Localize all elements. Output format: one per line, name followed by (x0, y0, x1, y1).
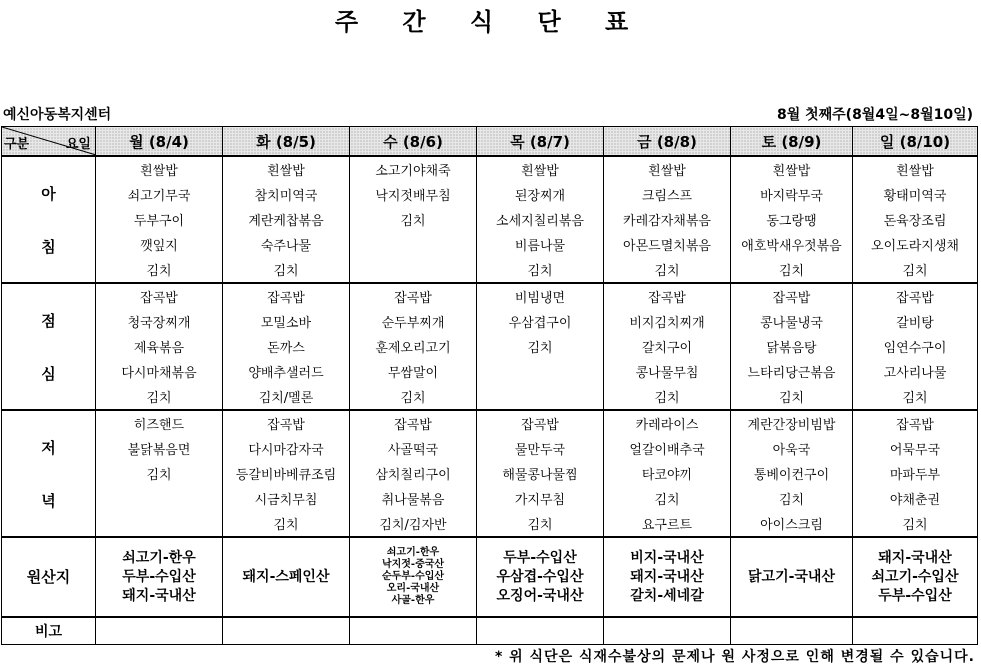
menu-item: 동그랑땡 (731, 207, 853, 232)
menu-table (1, 126, 978, 645)
menu-item: 김치 (477, 257, 604, 283)
lunch-block (2, 283, 978, 410)
origin-cell (853, 537, 978, 617)
origin-line: 두부-수입산 (122, 568, 196, 585)
menu-item (477, 359, 604, 384)
menu-item: 오이도라지생채 (853, 232, 978, 257)
day-header: 토 (8/9) (731, 127, 853, 157)
menu-item: 얼갈이배추국 (604, 436, 731, 461)
menu-item: 비빔냉면 (477, 283, 604, 309)
menu-item: 제육볶음 (96, 334, 223, 359)
note-cell (731, 617, 853, 645)
menu-item (96, 486, 223, 511)
origin-cell (96, 537, 223, 617)
menu-item: 두부구이 (96, 207, 223, 232)
menu-item: 낙지젓배무침 (350, 182, 477, 207)
menu-item: 느타리당근볶음 (731, 359, 853, 384)
menu-item: 잡곡밥 (223, 410, 350, 436)
menu-item: 흰쌀밥 (477, 156, 604, 182)
menu-item: 흰쌀밥 (604, 156, 731, 182)
menu-item: 삼치칠리구이 (350, 461, 477, 486)
origin-line: 오리-국내산 (386, 583, 440, 594)
menu-item: 김치 (350, 384, 477, 410)
menu-item: 김치 (604, 384, 731, 410)
menu-item: 콩나물무침 (604, 359, 731, 384)
menu-item: 소세지칠리볶음 (477, 207, 604, 232)
menu-item: 마파두부 (853, 461, 978, 486)
origin-line: 오징어-국내산 (496, 587, 584, 604)
menu-item: 김치 (731, 486, 853, 511)
menu-item: 김치 (477, 334, 604, 359)
menu-item: 바지락무국 (731, 182, 853, 207)
menu-item (477, 384, 604, 410)
menu-item: 요구르트 (604, 511, 731, 537)
menu-item: 황태미역국 (853, 182, 978, 207)
menu-item: 콩나물냉국 (731, 309, 853, 334)
note-cell (350, 617, 477, 645)
day-header: 금 (8/8) (604, 127, 731, 157)
menu-item: 다시마감자국 (223, 436, 350, 461)
menu-item: 비지김치찌개 (604, 309, 731, 334)
menu-item: 카레감자채볶음 (604, 207, 731, 232)
note-row (2, 617, 978, 645)
origin-line: 사골-한우 (391, 595, 435, 606)
origin-line: 쇠고기-한우 (386, 547, 440, 558)
origin-line: 돼지-국내산 (630, 568, 704, 585)
meal-label-bottom: 녁 (41, 491, 56, 510)
menu-item: 돈까스 (223, 334, 350, 359)
origin-line: 비지-국내산 (630, 549, 704, 566)
menu-item: 김치 (853, 511, 978, 537)
origin-cell (223, 537, 350, 617)
note-cell (477, 617, 604, 645)
menu-item: 김치/멜론 (223, 384, 350, 410)
origin-line: 돼지-국내산 (878, 549, 952, 566)
menu-item: 잡곡밥 (350, 410, 477, 436)
origin-cell (604, 537, 731, 617)
origin-line: 낙지젓-중국산 (381, 559, 445, 570)
header-row (2, 127, 978, 157)
note-label: 비고 (2, 617, 96, 645)
menu-row (2, 436, 978, 461)
menu-item: 참치미역국 (223, 182, 350, 207)
note-cell (223, 617, 350, 645)
menu-row (2, 461, 978, 486)
menu-item: 모밀소바 (223, 309, 350, 334)
menu-item: 김치 (604, 257, 731, 283)
menu-row (2, 410, 978, 436)
menu-item: 아몬드멸치볶음 (604, 232, 731, 257)
corner-gu: 구분 (4, 137, 30, 152)
origin-line: 갈치-세네갈 (630, 587, 704, 604)
menu-item: 갈비탕 (853, 309, 978, 334)
meal-label-bottom: 심 (41, 364, 56, 383)
menu-item: 김치 (731, 384, 853, 410)
meal-label (2, 283, 96, 410)
menu-item: 김치 (853, 257, 978, 283)
origin-line: 두부-수입산 (503, 549, 577, 566)
menu-item: 다시마채볶음 (96, 359, 223, 384)
menu-item: 김치 (731, 257, 853, 283)
corner-cell (2, 127, 96, 157)
menu-item: 타코야끼 (604, 461, 731, 486)
origin-cell (731, 537, 853, 617)
meal-label (2, 156, 96, 283)
menu-row (2, 486, 978, 511)
menu-item: 잡곡밥 (350, 283, 477, 309)
menu-item: 통베이컨구이 (731, 461, 853, 486)
menu-item: 닭볶음탕 (731, 334, 853, 359)
menu-item: 김치 (96, 384, 223, 410)
menu-item: 사골떡국 (350, 436, 477, 461)
origin-line: 닭고기-국내산 (748, 568, 835, 585)
menu-item: 잡곡밥 (477, 410, 604, 436)
menu-row (2, 283, 978, 309)
meal-label-top: 아 (41, 184, 56, 203)
origin-cell (350, 537, 477, 617)
day-header: 화 (8/5) (223, 127, 350, 157)
menu-item (96, 511, 223, 537)
meal-label-top: 저 (41, 438, 56, 457)
corner-yoil: 요일 (65, 137, 91, 152)
day-header: 월 (8/4) (96, 127, 223, 157)
origin-line: 두부-수입산 (878, 587, 952, 604)
menu-item: 흰쌀밥 (731, 156, 853, 182)
footnote: * 위 식단은 식재수불상의 문제나 원 사정으로 인해 변경될 수 있습니다. (494, 649, 975, 665)
menu-item: 깻잎지 (96, 232, 223, 257)
menu-item: 김치 (853, 384, 978, 410)
menu-item: 시금치무침 (223, 486, 350, 511)
origin-line: 쇠고기-수입산 (871, 568, 959, 585)
menu-item: 아이스크림 (731, 511, 853, 537)
menu-item: 물만두국 (477, 436, 604, 461)
menu-item: 김치 (96, 461, 223, 486)
menu-item: 임연수구이 (853, 334, 978, 359)
menu-row (2, 232, 978, 257)
day-header: 수 (8/6) (350, 127, 477, 157)
dinner-block (2, 410, 978, 537)
origin-cell (477, 537, 604, 617)
menu-row (2, 511, 978, 537)
menu-item: 야채춘권 (853, 486, 978, 511)
menu-row (2, 257, 978, 283)
menu-item: 흰쌀밥 (223, 156, 350, 182)
menu-item: 잡곡밥 (604, 283, 731, 309)
menu-item: 우삼겹구이 (477, 309, 604, 334)
note-cell (96, 617, 223, 645)
menu-item: 흰쌀밥 (96, 156, 223, 182)
menu-item: 고사리나물 (853, 359, 978, 384)
meal-label-top: 점 (41, 311, 56, 330)
menu-item: 숙주나물 (223, 232, 350, 257)
menu-item: 계란케찹볶음 (223, 207, 350, 232)
menu-row (2, 207, 978, 232)
page-title: 주 간 식 단 표 (334, 8, 647, 36)
menu-item: 김치 (223, 511, 350, 537)
menu-item: 김치 (604, 486, 731, 511)
week-label: 8월 첫째주(8월4일~8월10일) (776, 107, 973, 123)
menu-item: 흰쌀밥 (853, 156, 978, 182)
menu-item: 가지무침 (477, 486, 604, 511)
menu-item: 양배추샐러드 (223, 359, 350, 384)
menu-item: 쇠고기무국 (96, 182, 223, 207)
center-name: 예신아동복지센터 (3, 107, 112, 123)
origin-line: 순두부-수입산 (381, 571, 445, 582)
menu-item: 청국장찌개 (96, 309, 223, 334)
menu-item: 김치 (96, 257, 223, 283)
menu-item: 소고기야채죽 (350, 156, 477, 182)
menu-row (2, 359, 978, 384)
day-header: 일 (8/10) (853, 127, 978, 157)
menu-row (2, 334, 978, 359)
menu-item: 잡곡밥 (731, 283, 853, 309)
menu-item: 김치 (223, 257, 350, 283)
menu-item: 갈치구이 (604, 334, 731, 359)
menu-item (350, 232, 477, 257)
day-header: 목 (8/7) (477, 127, 604, 157)
menu-item: 크림스프 (604, 182, 731, 207)
menu-item: 등갈비바베큐조림 (223, 461, 350, 486)
menu-row (2, 182, 978, 207)
menu-item: 순두부찌개 (350, 309, 477, 334)
origin-line: 돼지-스페인산 (242, 568, 330, 585)
menu-item: 어묵무국 (853, 436, 978, 461)
menu-item: 히즈핸드 (96, 410, 223, 436)
menu-item: 비름나물 (477, 232, 604, 257)
menu-row (2, 156, 978, 182)
menu-item: 돈육장조림 (853, 207, 978, 232)
menu-item: 잡곡밥 (223, 283, 350, 309)
menu-row (2, 309, 978, 334)
menu-item: 훈제오리고기 (350, 334, 477, 359)
menu-item: 취나물볶음 (350, 486, 477, 511)
origin-row (2, 537, 978, 617)
breakfast-block (2, 156, 978, 283)
meal-label-bottom: 침 (41, 237, 56, 256)
menu-item: 된장찌개 (477, 182, 604, 207)
menu-item: 김치 (350, 207, 477, 232)
menu-item: 잡곡밥 (96, 283, 223, 309)
menu-item: 잡곡밥 (853, 283, 978, 309)
menu-row (2, 384, 978, 410)
menu-item: 무쌈말이 (350, 359, 477, 384)
origin-line: 우삼겹-수입산 (496, 568, 584, 585)
menu-item: 계란간장비빔밥 (731, 410, 853, 436)
menu-item: 잡곡밥 (853, 410, 978, 436)
menu-item (350, 257, 477, 283)
menu-item: 카레라이스 (604, 410, 731, 436)
note-cell (604, 617, 731, 645)
menu-item: 애호박새우젓볶음 (731, 232, 853, 257)
note-cell (853, 617, 978, 645)
origin-line: 쇠고기-한우 (122, 549, 196, 566)
menu-item: 아욱국 (731, 436, 853, 461)
menu-item: 김치 (477, 511, 604, 537)
menu-item: 해물콩나물찜 (477, 461, 604, 486)
meal-label (2, 410, 96, 537)
origin-label: 원산지 (2, 537, 96, 617)
menu-item: 김치/김자반 (350, 511, 477, 537)
origin-line: 돼지-국내산 (122, 587, 196, 604)
menu-item: 불닭볶음면 (96, 436, 223, 461)
